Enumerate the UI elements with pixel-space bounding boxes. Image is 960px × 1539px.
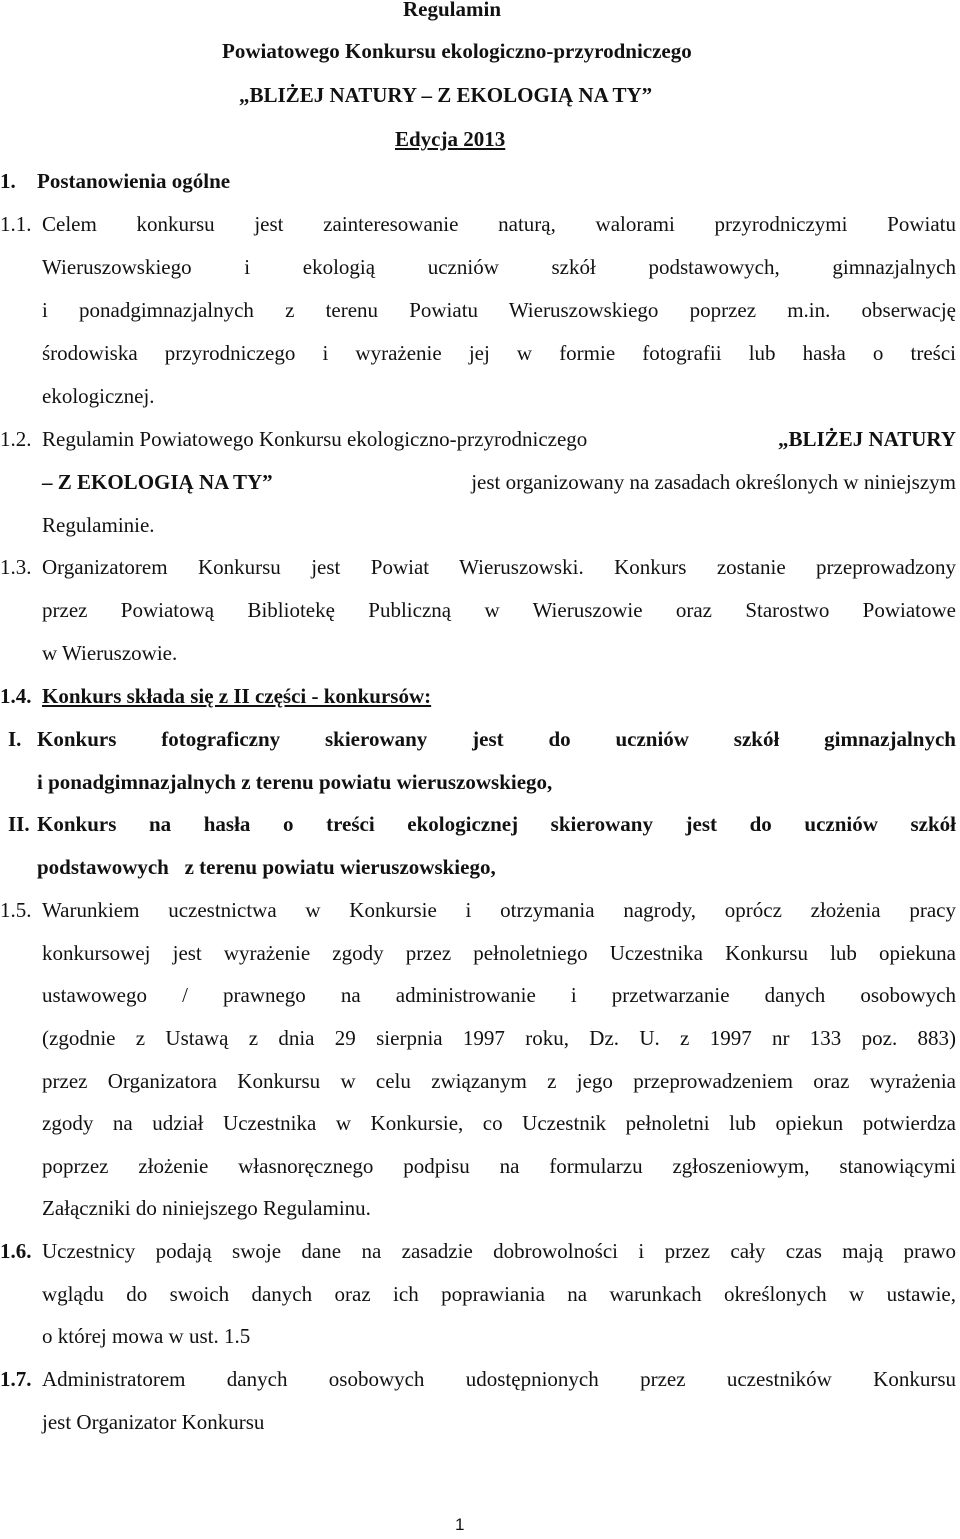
paragraph-1-1-line: Celem konkursu jest zainteresowanie naturą, walorami przyrodniczymi Powiatu	[42, 212, 956, 236]
paragraph-1-3-line: w Wieruszowie.	[42, 641, 178, 665]
paragraph-number-1-1: 1.1.	[0, 212, 32, 236]
list-marker: I.	[8, 727, 22, 751]
paragraph-1-1-line: i ponadgimnazjalnych z terenu Powiatu Wieruszowskiego poprzez m.in. obserwację	[42, 298, 956, 322]
paragraph-1-1-line: środowiska przyrodniczego i wyrażenie jej w formie fotografii lub hasła o treści	[42, 341, 956, 365]
edition-label: Edycja 2013	[395, 127, 506, 151]
paragraph-1-5-line: Załączniki do niniejszego Regulaminu.	[42, 1196, 371, 1220]
document-title: Regulamin	[403, 0, 502, 21]
paragraph-1-3-line: Organizatorem Konkursu jest Powiat Wieruszowski. Konkurs zostanie przeprowadzony	[42, 555, 956, 579]
paragraph-1-2-line: Regulaminie.	[42, 513, 155, 537]
paragraph-1-7-line: jest Organizator Konkursu	[42, 1410, 265, 1434]
paragraph-number-1-2: 1.2.	[0, 427, 32, 451]
paragraph-1-6-line: o której mowa w ust. 1.5	[42, 1324, 251, 1348]
paragraph-number-1-5: 1.5.	[0, 898, 32, 922]
paragraph-1-2-line	[42, 426, 956, 452]
paragraph-number-1-6: 1.6.	[0, 1239, 32, 1263]
paragraph-1-6-line: wglądu do swoich danych oraz ich poprawiania na warunkach określonych w ustawie,	[42, 1282, 956, 1306]
paragraph-1-4-heading: Konkurs składa się z II części - konkursów:	[42, 684, 432, 708]
paragraph-1-1-line: ekologicznej.	[42, 384, 155, 408]
list-marker: II.	[8, 812, 30, 836]
paragraph-1-7-line: Administratorem danych osobowych udostępnionych przez uczestników Konkursu	[42, 1367, 956, 1391]
paragraph-1-5-line: zgody na udział Uczestnika w Konkursie, co Uczestnik pełnoletni lub opiekun potwierdza	[42, 1111, 956, 1135]
paragraph-1-5-line: ustawowego / prawnego na administrowanie i przetwarzanie danych osobowych	[42, 983, 956, 1007]
paragraph-1-2-text: Regulamin Powiatowego Konkursu ekologiczno-przyrodniczego	[42, 427, 588, 451]
paragraph-1-5-line: przez Organizatora Konkursu w celu związanym z jego przeprowadzeniem oraz wyrażenia	[42, 1069, 956, 1093]
paragraph-number-1-4: 1.4.	[0, 684, 32, 708]
page-number: 1	[455, 1515, 465, 1534]
paragraph-1-5-line: (zgodnie z Ustawą z dnia 29 sierpnia 1997 roku, Dz. U. z 1997 nr 133 poz. 883)	[42, 1026, 956, 1050]
paragraph-1-2-line	[42, 469, 956, 495]
section-title: Postanowienia ogólne	[37, 169, 231, 193]
contest-motto: „BLIŻEJ NATURY – Z EKOLOGIĄ NA TY”	[239, 83, 653, 107]
document-subtitle: Powiatowego Konkursu ekologiczno-przyrodniczego	[222, 39, 692, 63]
contest-motto-inline: – Z EKOLOGIĄ NA TY”	[42, 470, 273, 494]
section-number: 1.	[0, 169, 16, 193]
paragraph-1-5-line: konkursowej jest wyrażenie zgody przez pełnoletniego Uczestnika Konkursu lub opiekuna	[42, 941, 956, 965]
paragraph-1-1-line: Wieruszowskiego i ekologią uczniów szkół podstawowych, gimnazjalnych	[42, 255, 956, 279]
paragraph-number-1-7: 1.7.	[0, 1367, 32, 1391]
list-item-line: i ponadgimnazjalnych z terenu powiatu wieruszowskiego,	[37, 770, 553, 794]
contest-motto-inline: „BLIŻEJ NATURY	[778, 427, 956, 451]
paragraph-1-3-line: przez Powiatową Bibliotekę Publiczną w Wieruszowie oraz Starostwo Powiatowe	[42, 598, 956, 622]
paragraph-1-5-line: poprzez złożenie własnoręcznego podpisu na formularzu zgłoszeniowym, stanowiącymi	[42, 1154, 956, 1178]
paragraph-1-5-line: Warunkiem uczestnictwa w Konkursie i otrzymania nagrody, oprócz złożenia pracy	[42, 898, 956, 922]
list-item-line: podstawowych z terenu powiatu wieruszowskiego,	[37, 855, 496, 879]
paragraph-number-1-3: 1.3.	[0, 555, 32, 579]
paragraph-1-6-line: Uczestnicy podają swoje dane na zasadzie dobrowolności i przez cały czas mają prawo	[42, 1239, 956, 1263]
paragraph-1-2-text: jest organizowany na zasadach określonych w niniejszym	[471, 470, 956, 494]
list-item-line: Konkurs na hasła o treści ekologicznej skierowany jest do uczniów szkół	[37, 812, 956, 836]
list-item-line: Konkurs fotograficzny skierowany jest do uczniów szkół gimnazjalnych	[37, 727, 956, 751]
